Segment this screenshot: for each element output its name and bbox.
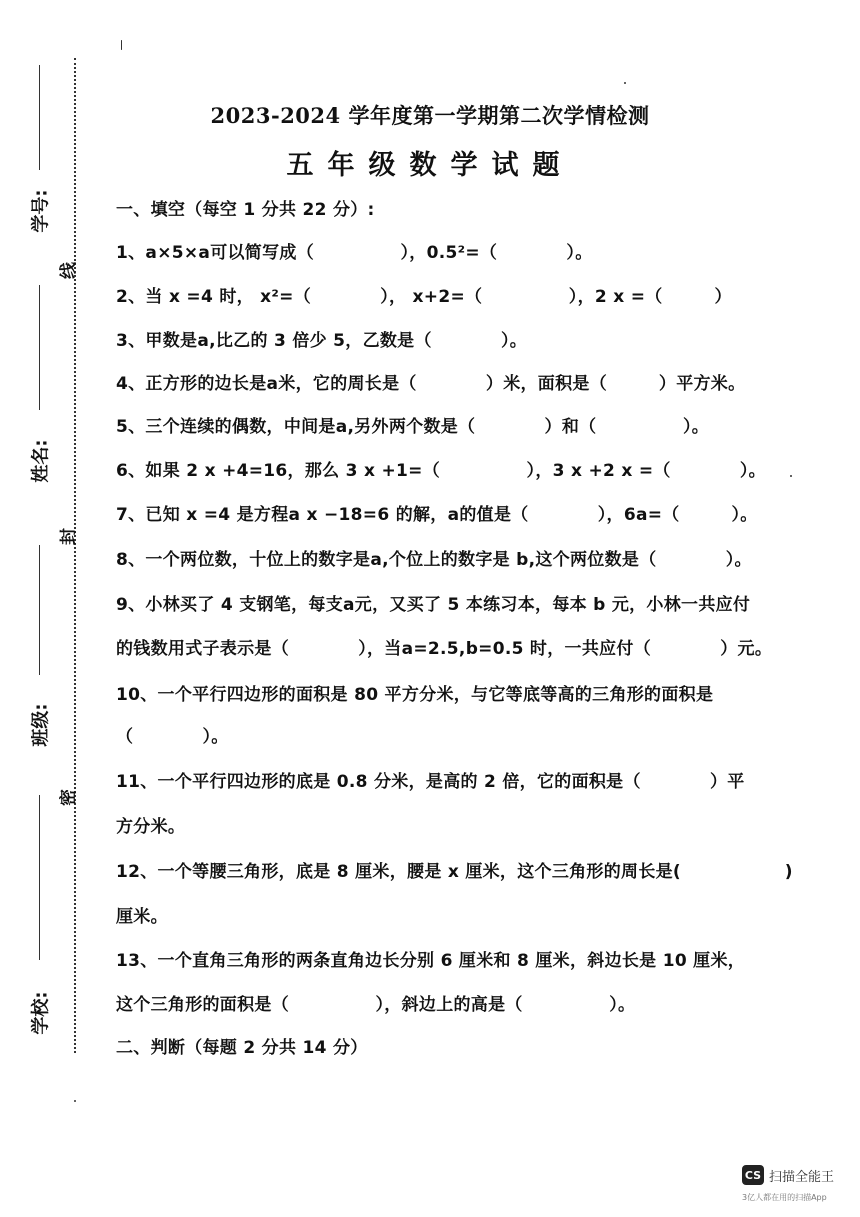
scan-speck	[790, 475, 792, 477]
question-line: 4、正方形的边长是a米，它的周长是（ ）米，面积是（ ）平方米。	[116, 374, 746, 394]
scanner-watermark	[742, 1165, 834, 1185]
scanner-logo-icon: CS	[742, 1165, 764, 1185]
seal-char-seal: 封	[59, 528, 79, 545]
question-line: 10、一个平行四边形的面积是 80 平方分米，与它等底等高的三角形的面积是	[116, 685, 714, 705]
question-line: 6、如果 2 x +4=16，那么 3 x +1=（ ），3 x +2 x =（ ）。	[116, 461, 766, 481]
scan-speck	[121, 40, 122, 50]
student-id-label: 学号:	[30, 189, 52, 233]
question-line: 13、一个直角三角形的两条直角边长分别 6 厘米和 8 厘米，斜边长是 10 厘米，	[116, 951, 746, 971]
question-line: 7、已知 x =4 是方程a x −18=6 的解，a的值是（ ），6a=（ ）。	[116, 505, 758, 525]
section2-heading: 二、判断（每题 2 分共 14 分）	[116, 1038, 368, 1058]
school-label: 学校:	[30, 991, 52, 1035]
question-line: 8、一个两位数，十位上的数字是a,个位上的数字是 b,这个两位数是（ ）。	[116, 550, 752, 570]
section1-heading: 一、填空（每空 1 分共 22 分）:	[116, 200, 375, 220]
question-line: 12、一个等腰三角形，底是 8 厘米，腰是 x 厘米，这个三角形的周长是( )	[116, 862, 793, 882]
class-blank[interactable]	[39, 545, 40, 675]
question-line: 这个三角形的面积是（ ），斜边上的高是（ ）。	[116, 995, 636, 1015]
question-line: 2、当 x =4 时， x²=（ ）， x+2=（ ），2 x =（ ）	[116, 287, 732, 307]
binding-dotted-line	[74, 58, 76, 1053]
name-label: 姓名:	[30, 439, 52, 483]
scan-speck	[74, 1100, 76, 1102]
scanner-name: 扫描全能王	[769, 1169, 835, 1185]
class-label: 班级:	[30, 703, 52, 747]
name-blank[interactable]	[39, 285, 40, 410]
exam-subtitle: 五年级数学试题	[286, 150, 574, 181]
question-line: 方分米。	[116, 817, 186, 837]
exam-title: 2023-2024 学年度第一学期第二次学情检测	[210, 103, 650, 128]
seal-char-secret: 密	[59, 789, 79, 806]
question-line: 3、甲数是a,比乙的 3 倍少 5，乙数是（ ）。	[116, 331, 528, 351]
question-line: 1、a×5×a可以简写成（ ），0.5²=（ ）。	[116, 243, 593, 263]
scanner-tagline: 3亿人都在用的扫描App	[742, 1193, 827, 1202]
question-line: （ ）。	[116, 727, 229, 747]
question-line: 厘米。	[116, 907, 168, 927]
question-line: 9、小林买了 4 支钢笔，每支a元，又买了 5 本练习本，每本 b 元，小林一共应付	[116, 595, 751, 615]
seal-char-line: 线	[59, 262, 79, 279]
question-line: 的钱数用式子表示是（ ），当a=2.5,b=0.5 时，一共应付（ ）元。	[116, 639, 773, 659]
scan-speck	[624, 82, 626, 84]
school-blank[interactable]	[39, 795, 40, 960]
question-line: 11、一个平行四边形的底是 0.8 分米，是高的 2 倍，它的面积是（ ）平	[116, 772, 745, 792]
question-line: 5、三个连续的偶数，中间是a,另外两个数是（ ）和（ ）。	[116, 417, 710, 437]
